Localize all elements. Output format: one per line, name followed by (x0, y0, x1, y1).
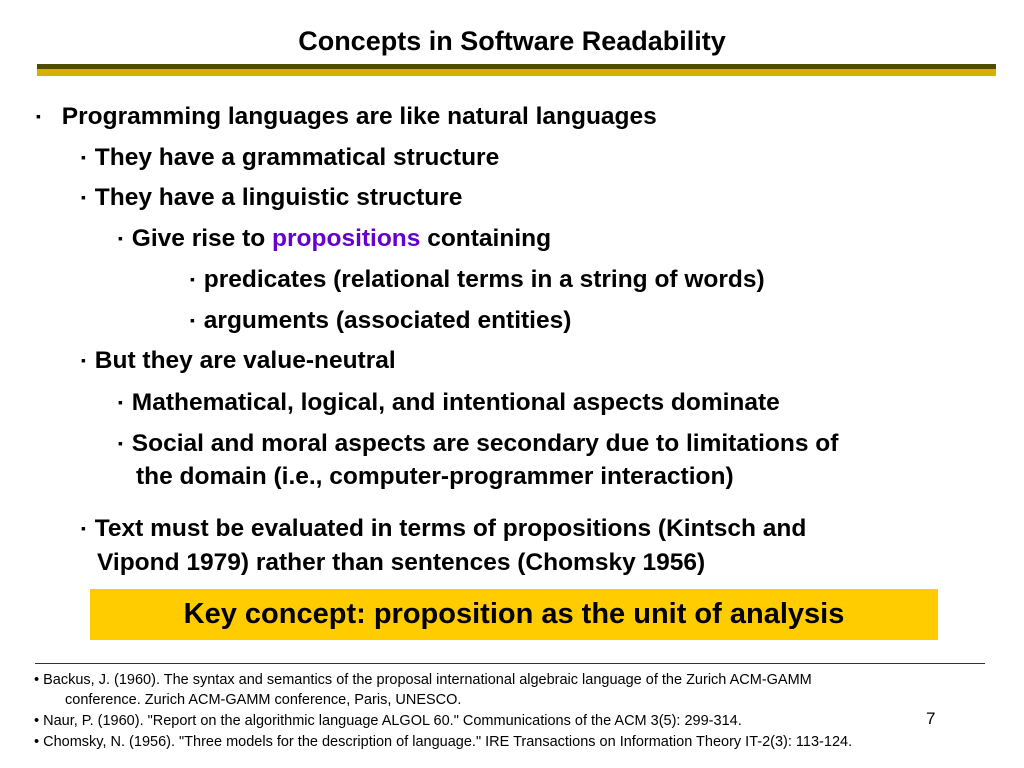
reference-text: Naur, P. (1960). "Report on the algorithmic language ALGOL 60." Communications of the ACM 3(5): 299-314. (43, 713, 742, 729)
square-bullet-icon: ▪ (190, 312, 195, 328)
bullet-item (118, 221, 551, 256)
bullet-item (118, 385, 780, 420)
square-bullet-icon: ▪ (118, 394, 123, 410)
bullet-item (81, 180, 462, 215)
reference-text: Backus, J. (1960). The syntax and semantics of the proposal international algebraic language of the Zurich ACM-GAMM (43, 672, 812, 688)
key-concept-box: Key concept: proposition as the unit of analysis (90, 589, 938, 640)
reference-item (34, 732, 852, 752)
bullet-text: arguments (associated entities) (203, 307, 572, 334)
bullet-text: They have a grammatical structure (94, 144, 500, 171)
bullet-item (190, 303, 571, 338)
bullet-text-continuation: Vipond 1979) rather than sentences (Chomsky 1956) (97, 549, 706, 576)
square-bullet-icon: ▪ (118, 230, 123, 246)
reference-item (34, 670, 812, 690)
square-bullet-icon: ▪ (81, 520, 86, 536)
highlighted-term: propositions (272, 225, 421, 252)
bullet-text: Text must be evaluated in terms of propositions (Kintsch and (94, 515, 807, 542)
title-divider-gold (37, 69, 996, 76)
round-bullet-icon: • (34, 672, 40, 688)
bullet-item (118, 426, 838, 461)
round-bullet-icon: • (34, 734, 40, 750)
reference-text: Chomsky, N. (1956). "Three models for the description of language." IRE Transactions on Information Theory IT-2(3): 113-124. (43, 734, 853, 750)
bullet-text: But they are value-neutral (94, 347, 396, 374)
bullet-text: Give rise to (131, 225, 273, 252)
round-bullet-icon: • (34, 713, 40, 729)
square-bullet-icon: ▪ (81, 189, 86, 205)
square-bullet-icon: ▪ (118, 435, 123, 451)
bullet-text: They have a linguistic structure (94, 184, 463, 211)
square-bullet-icon: ▪ (190, 271, 195, 287)
bullet-item (190, 262, 765, 297)
reference-text-continuation: conference. Zurich ACM-GAMM conference, Paris, UNESCO. (65, 692, 462, 708)
bullet-text-continuation: the domain (i.e., computer-programmer interaction) (136, 463, 734, 490)
bullet-item (81, 343, 396, 378)
square-bullet-icon: ▪ (36, 108, 41, 124)
references-divider (35, 663, 985, 664)
bullet-text: containing (420, 225, 552, 252)
bullet-text: Social and moral aspects are secondary due to limitations of (131, 430, 839, 457)
page-number: 7 (926, 709, 936, 728)
bullet-text: predicates (relational terms in a string of words) (203, 266, 765, 293)
bullet-item (81, 511, 806, 546)
bullet-text: Programming languages are like natural languages (61, 103, 657, 130)
square-bullet-icon: ▪ (81, 352, 86, 368)
slide-title: Concepts in Software Readability (298, 26, 726, 56)
square-bullet-icon: ▪ (81, 149, 86, 165)
bullet-item (81, 140, 499, 175)
bullet-text: Mathematical, logical, and intentional aspects dominate (131, 389, 780, 416)
reference-item (34, 711, 742, 731)
bullet-item (36, 99, 657, 134)
